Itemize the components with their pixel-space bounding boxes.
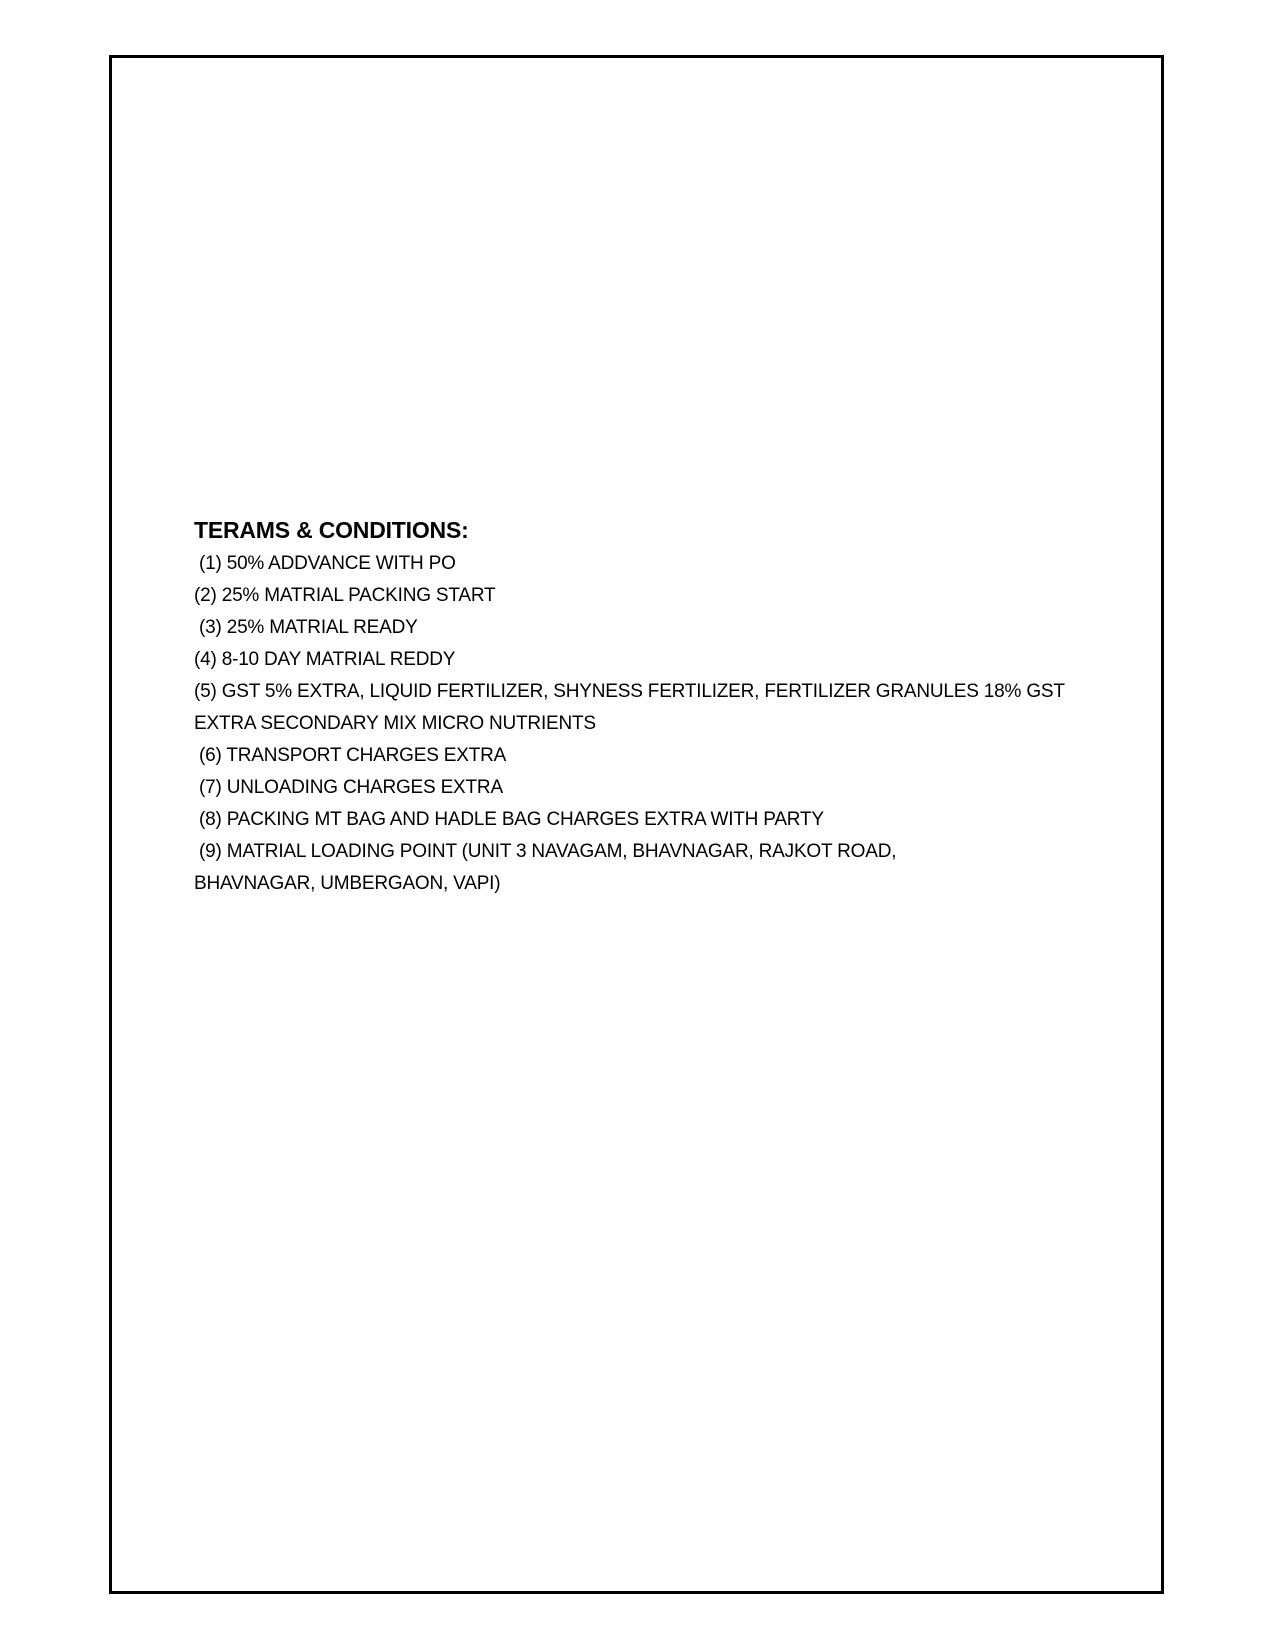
terms-item-8: (8) PACKING MT BAG AND HADLE BAG CHARGES EXTRA WITH PARTY [199, 809, 824, 830]
terms-list [194, 548, 1094, 900]
terms-item-1: (1) 50% ADDVANCE WITH PO [199, 553, 456, 574]
terms-heading: TERAMS & CONDITIONS: [194, 517, 469, 543]
terms-item-5: (5) GST 5% EXTRA, LIQUID FERTILIZER, SHYNESS FERTILIZER, FERTILIZER GRANULES 18% GST [194, 681, 1065, 702]
terms-item-2: (2) 25% MATRIAL PACKING START [194, 585, 496, 606]
terms-item-6: (6) TRANSPORT CHARGES EXTRA [199, 745, 507, 766]
terms-item-3: (3) 25% MATRIAL READY [199, 617, 418, 638]
terms-item-9-continued: BHAVNAGAR, UMBERGAON, VAPI) [194, 873, 501, 894]
terms-item-7: (7) UNLOADING CHARGES EXTRA [199, 777, 503, 798]
terms-item-4: (4) 8-10 DAY MATRIAL REDDY [194, 649, 456, 670]
terms-item-5-continued: EXTRA SECONDARY MIX MICRO NUTRIENTS [194, 713, 596, 734]
terms-item-9: (9) MATRIAL LOADING POINT (UNIT 3 NAVAGAM, BHAVNAGAR, RAJKOT ROAD, [199, 841, 897, 862]
terms-and-conditions-section [194, 515, 1094, 900]
